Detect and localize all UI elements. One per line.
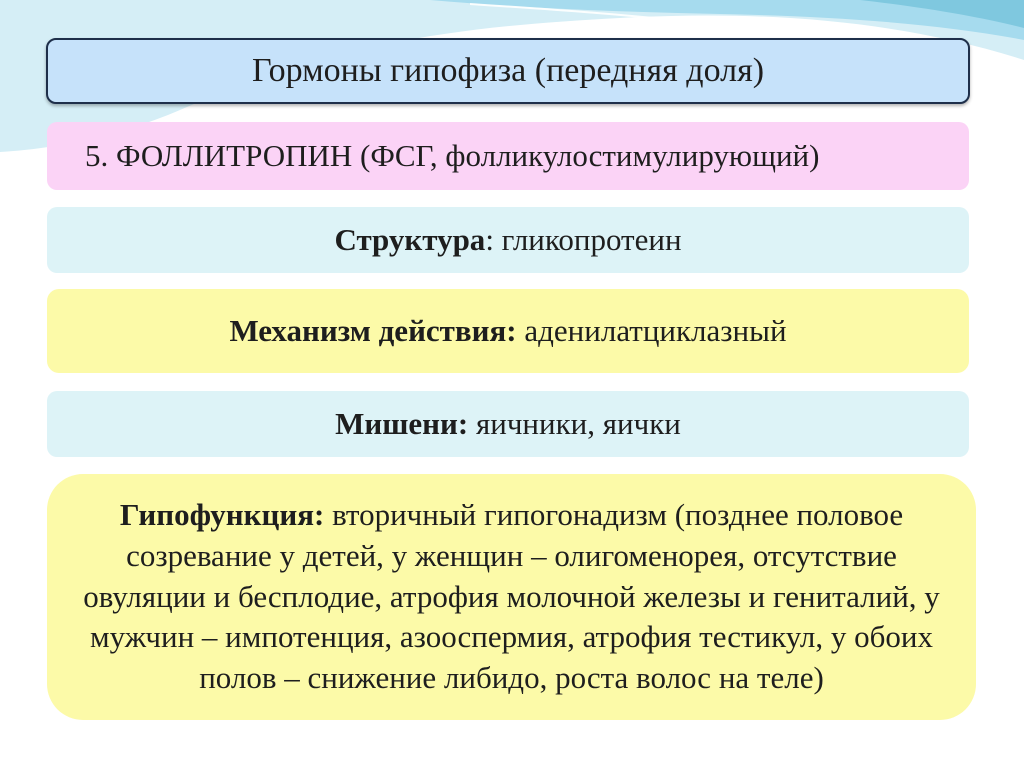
targets-label: Мишени: — [335, 406, 469, 441]
hypofunction-text — [77, 495, 946, 700]
mechanism-label: Механизм действия: — [229, 313, 517, 348]
hypofunction-box — [47, 474, 976, 720]
mechanism-box — [47, 289, 969, 373]
structure-text — [334, 222, 681, 258]
page-title: Гормоны гипофиза (передняя доля) — [251, 52, 765, 89]
targets-value: яичники, яички — [468, 406, 681, 441]
title-box — [46, 38, 970, 104]
targets-text — [335, 406, 681, 442]
structure-value: : гликопротеин — [485, 222, 682, 257]
hypofunction-label: Гипофункция: — [119, 496, 325, 532]
structure-box — [47, 207, 969, 273]
hormone-name: 5. ФОЛЛИТРОПИН (ФСГ, фолликулостимулирующий) — [85, 138, 820, 173]
structure-label: Структура — [334, 222, 486, 257]
hypofunction-value: вторичный гипогонадизм (позднее половое созревание у детей, у женщин – олигоменорея, отсутствие овуляции и бесплодие, атрофия молочной железы и гениталий, у мужчин – импотенция, азооспермия, атрофия тестикул, у обоих полов – снижение либидо, роста волос на теле) — [83, 496, 940, 696]
targets-box — [47, 391, 969, 457]
hormone-name-box — [47, 122, 969, 190]
mechanism-value: аденилатциклазный — [516, 313, 787, 348]
mechanism-text — [229, 313, 786, 349]
